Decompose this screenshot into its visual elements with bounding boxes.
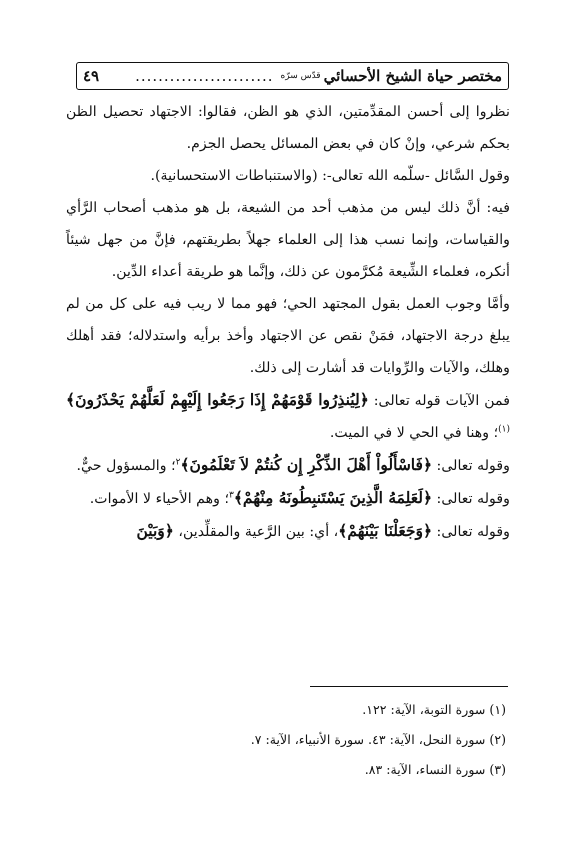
- paragraph-3: فيه: أنَّ ذلك ليس من مذهب أحد من الشيعة، بل هو مذهب أصحاب الرَّأي والقياسات، وإنما نسب هذا إلى العلماء جهلاً بطريقتهم، فإنَّ من جهل شيئاً أنكره، فعلماء الشِّيعة مُكرَّمون عن ذلك، وإنَّما هو طريقة أعداء الدِّين.: [66, 200, 510, 280]
- footnote-2: (٢) سورة النحل، الآية: ٤٣. سورة الأنبياء، الآية: ٧.: [250, 732, 506, 747]
- paragraph-4: وأمَّا وجوب العمل بقول المجتهد الحي؛ فهو مما لا ريب فيه على كل من لم يبلغ درجة الاجتهاد، فمَنْ نقص عن الاجتهاد وأخذ برأيه واستدلاله؛ فقد أهلك وهلك، والآيات والرِّوايات قد أشارت إلى ذلك.: [66, 296, 510, 376]
- p8-lead: وقوله تعالى:: [436, 524, 510, 540]
- paragraph-5: [66, 384, 510, 449]
- p5-lead: فمن الآيات قوله تعالى:: [373, 393, 510, 409]
- footnote-ref-3: ٣: [228, 490, 234, 501]
- running-header: [76, 62, 509, 90]
- honorific-symbol: قدّس سرّه: [280, 71, 321, 81]
- quran-verse-1: ﴿لِيُنذِرُوا قَوْمَهُمْ إِذَا رَجَعُوا إِلَيْهِمْ لَعَلَّهُمْ يَحْذَرُونَ﴾: [66, 390, 369, 409]
- p5-tail: ؛ وهنا في الحي لا في الميت.: [329, 425, 499, 441]
- paragraph-8: [66, 515, 510, 548]
- footnote-separator: [310, 686, 508, 687]
- footnote-1: (١) سورة التوبة، الآية: ١٢٢.: [362, 702, 506, 717]
- p7-tail: ؛ وهم الأحياء لا الأموات.: [89, 491, 229, 507]
- quran-verse-3: ﴿لَعَلِمَهُ الَّذِينَ يَسْتَنبِطُونَهُ مِنْهُمْ﴾: [233, 488, 433, 507]
- header-leader-dots: ........................: [135, 67, 274, 85]
- p6-tail: ؛ والمسؤول حيٌّ.: [76, 458, 176, 474]
- footnote-ref-2: ٢: [175, 457, 181, 468]
- page-number: ٤٩: [83, 67, 100, 85]
- quran-verse-4: ﴿وَجَعَلْنَا بَيْنَهُمْ﴾: [338, 521, 433, 540]
- body-text: [66, 96, 510, 548]
- book-title: مختصر حياة الشيخ الأحسائي: [323, 67, 502, 85]
- footnotes: [66, 695, 506, 785]
- paragraph-6: [66, 449, 510, 482]
- p6-lead: وقوله تعالى:: [436, 458, 510, 474]
- paragraph-2: وقول السَّائل -سلّمه الله تعالى-: (والاستنباطات الاستحسانية).: [150, 168, 510, 184]
- p8-mid: ، أي: بين الرَّعية والمقلِّدين،: [178, 524, 339, 540]
- paragraph-7: [66, 482, 510, 515]
- footnote-3: (٣) سورة النساء، الآية: ٨٣.: [364, 762, 506, 777]
- quran-verse-2: ﴿فَاسْأَلُواْ أَهْلَ الذِّكْرِ إِن كُنتُمْ لاَ تَعْلَمُونَ﴾: [180, 455, 433, 474]
- paragraph-1: نظروا إلى أحسن المقدِّمتين، الذي هو الظن، فقالوا: الاجتهاد تحصيل الظن بحكم شرعي، وإنْ كان في بعض المسائل يحصل الجزم.: [66, 104, 510, 152]
- p7-lead: وقوله تعالى:: [436, 491, 510, 507]
- footnote-ref-1: (١): [498, 424, 510, 435]
- quran-verse-5-start: ﴿وَبَيْنَ: [136, 521, 174, 540]
